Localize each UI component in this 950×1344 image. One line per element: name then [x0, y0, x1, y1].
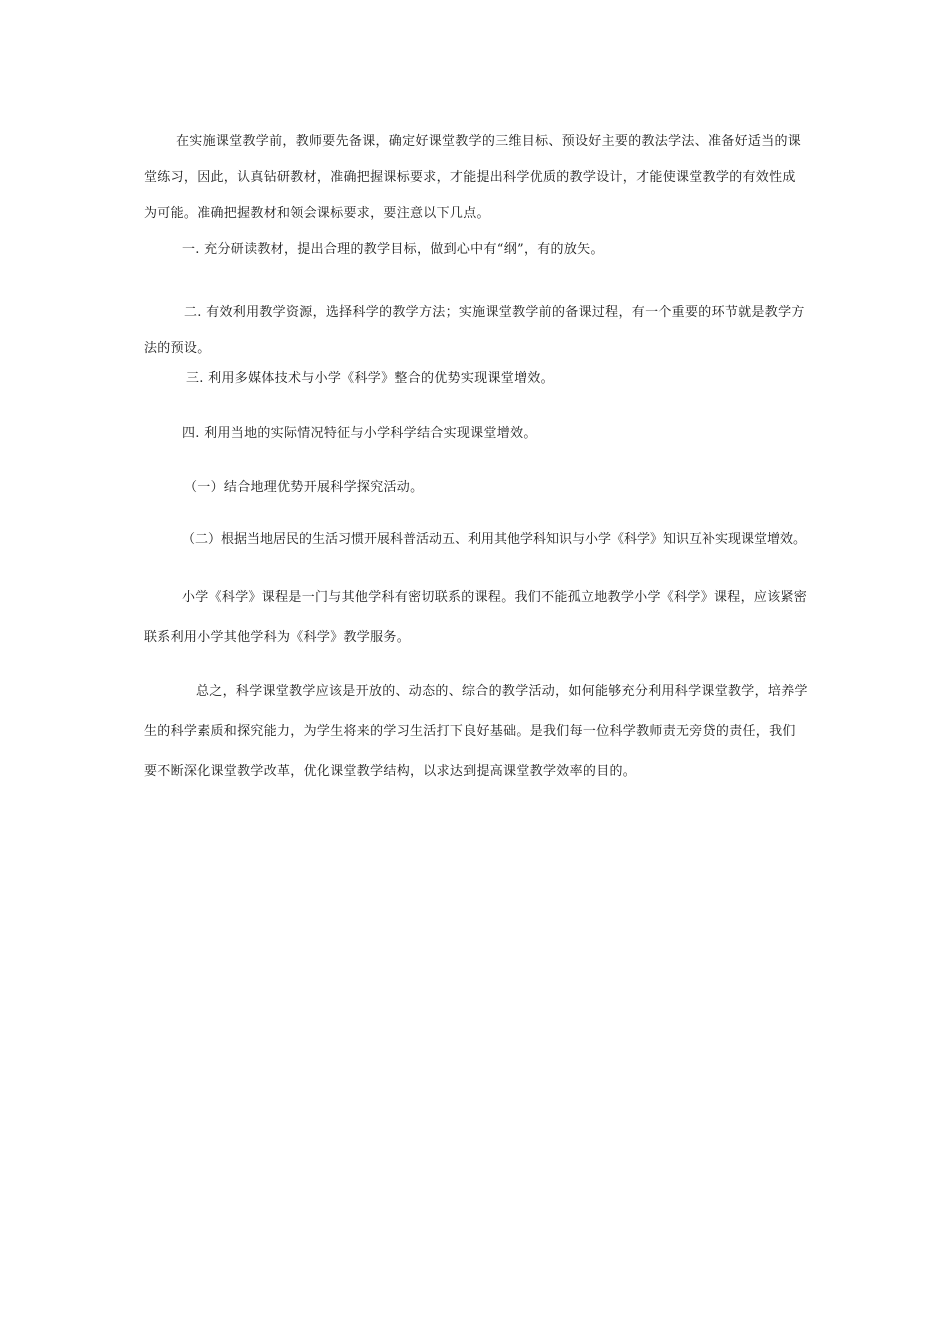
intro-paragraph: 在实施课堂教学前，教师要先备课，确定好课堂教学的三维目标、预设好主要的教法学法、准备好适当的课堂练习，因此，认真钻研教材，准确把握课标要求，才能提出科学优质的教学设计，才能使课堂教学的有效性成为可能。准确把握教材和领会课标要求，要注意以下几点。 [144, 134, 802, 221]
point-one-paragraph: 一. 充分研读教材，提出合理的教学目标，做到心中有“纲”，有的放矢。 [182, 242, 604, 257]
interdisciplinary-paragraph: 小学《科学》课程是一门与其他学科有密切联系的课程。我们不能孤立地教学小学《科学》课程，应该紧密联系利用小学其他学科为《科学》教学服务。 [144, 590, 808, 645]
sub-point-one-paragraph: （一）结合地理优势开展科学探究活动。 [184, 480, 424, 495]
point-three-paragraph: 三. 利用多媒体技术与小学《科学》整合的优势实现课堂增效。 [186, 371, 554, 386]
point-two-paragraph: 二. 有效利用教学资源，选择科学的教学方法；实施课堂教学前的备课过程，有一个重要的环节就是教学方法的预设。 [144, 305, 805, 356]
conclusion-paragraph: 总之，科学课堂教学应该是开放的、动态的、综合的教学活动，如何能够充分利用科学课堂教学，培养学生的科学素质和探究能力，为学生将来的学习生活打下良好基础。是我们每一位科学教师责无旁贷的责任，我们要不断深化课堂教学改革，优化课堂教学结构，以求达到提高课堂教学效率的目的。 [144, 684, 808, 779]
sub-point-two-paragraph: （二）根据当地居民的生活习惯开展科普活动五、利用其他学科知识与小学《科学》知识互补实现课堂增效。 [182, 532, 807, 547]
point-four-paragraph: 四. 利用当地的实际情况特征与小学科学结合实现课堂增效。 [182, 426, 537, 441]
